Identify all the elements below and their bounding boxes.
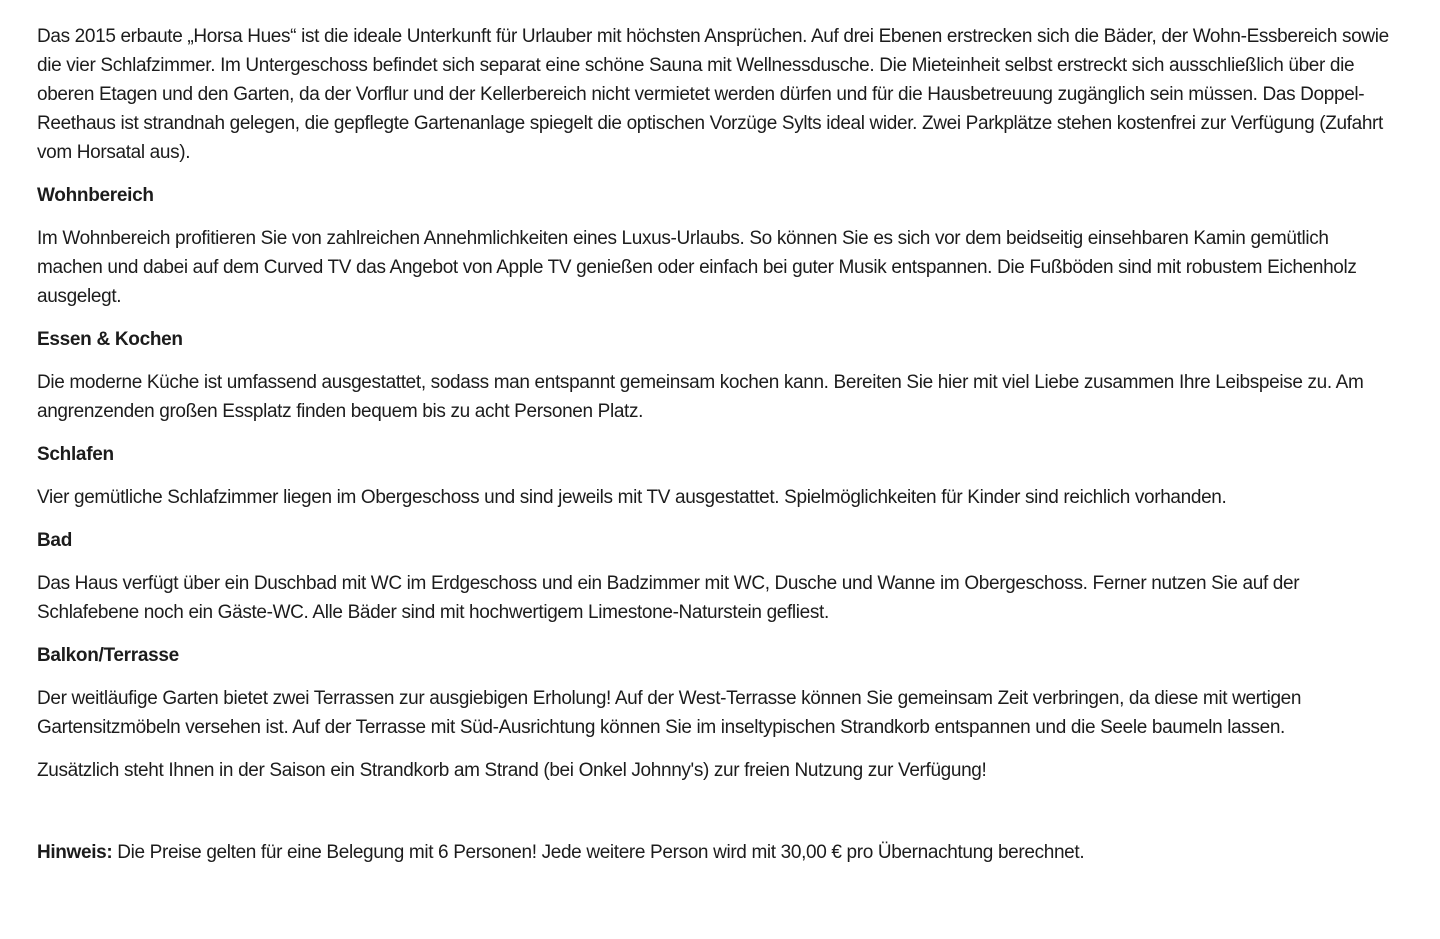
section-body-bad: Das Haus verfügt über ein Duschbad mit WC im Erdgeschoss und ein Badzimmer mit WC, Dusche und Wanne im Obergeschoss. Ferner nutzen Sie auf der Schlafebene noch ein Gäste-WC. Alle Bäder sind mit hochwertigem Limestone-Naturstein gefliest. xyxy=(37,573,1300,623)
section-body-essen-kochen: Die moderne Küche ist umfassend ausgestattet, sodass man entspannt gemeinsam kochen kann. Bereiten Sie hier mit viel Liebe zusammen Ihre Leibspeise zu. Am angrenzenden großen Essplatz finden bequem bis zu acht Personen Platz. xyxy=(37,372,1364,422)
section-heading-balkon-terrasse: Balkon/Terrasse xyxy=(37,645,179,666)
note-text: Die Preise gelten für eine Belegung mit 6 Personen! Jede weitere Person wird mit 30,00 € pro Übernachtung berechnet. xyxy=(112,842,1085,863)
note-paragraph xyxy=(37,838,1393,867)
note-label: Hinweis: xyxy=(37,842,113,863)
section-body-schlafen: Vier gemütliche Schlafzimmer liegen im Obergeschoss und sind jeweils mit TV ausgestattet. Spielmöglichkeiten für Kinder sind reichlich vorhanden. xyxy=(37,487,1227,508)
section-heading-bad: Bad xyxy=(37,530,72,551)
section-heading-wohnbereich: Wohnbereich xyxy=(37,185,154,206)
section-body-wohnbereich: Im Wohnbereich profitieren Sie von zahlreichen Annehmlichkeiten eines Luxus-Urlaubs. So können Sie es sich vor dem beidseitig einsehbaren Kamin gemütlich machen und dabei auf dem Curved TV das Angebot von Apple TV genießen oder einfach bei guter Musik entspannen. Die Fußböden sind mit robustem Eichenholz ausgelegt. xyxy=(37,228,1357,307)
section-body-balkon-terrasse: Der weitläufige Garten bietet zwei Terrassen zur ausgiebigen Erholung! Auf der West-Terrasse können Sie gemeinsam Zeit verbringen, da diese mit wertigen Gartensitzmöbeln versehen ist. Auf der Terrasse mit Süd-Ausrichtung können Sie im inseltypischen Strandkorb entspannen und die Seele baumeln lassen. xyxy=(37,688,1302,738)
strandkorb-extra-paragraph: Zusätzlich steht Ihnen in der Saison ein Strandkorb am Strand (bei Onkel Johnny's) zur freien Nutzung zur Verfügung! xyxy=(37,760,987,781)
section-heading-schlafen: Schlafen xyxy=(37,444,114,465)
section-heading-essen-kochen: Essen & Kochen xyxy=(37,329,183,350)
intro-paragraph: Das 2015 erbaute „Horsa Hues“ ist die ideale Unterkunft für Urlauber mit höchsten Ansprüchen. Auf drei Ebenen erstrecken sich die Bäder, der Wohn-Essbereich sowie die vier Schlafzimmer. Im Untergeschoss befindet sich separat eine schöne Sauna mit Wellnessdusche. Die Mieteinheit selbst erstreckt sich ausschließlich über die oberen Etagen und den Garten, da der Vorflur und der Kellerbereich nicht vermietet werden dürfen und für die Hausbetreuung zugänglich sein müssen. Das Doppel-Reethaus ist strandnah gelegen, die gepflegte Gartenanlage spiegelt die optischen Vorzüge Sylts ideal wider. Zwei Parkplätze stehen kostenfrei zur Verfügung (Zufahrt vom Horsatal aus). xyxy=(37,26,1389,163)
